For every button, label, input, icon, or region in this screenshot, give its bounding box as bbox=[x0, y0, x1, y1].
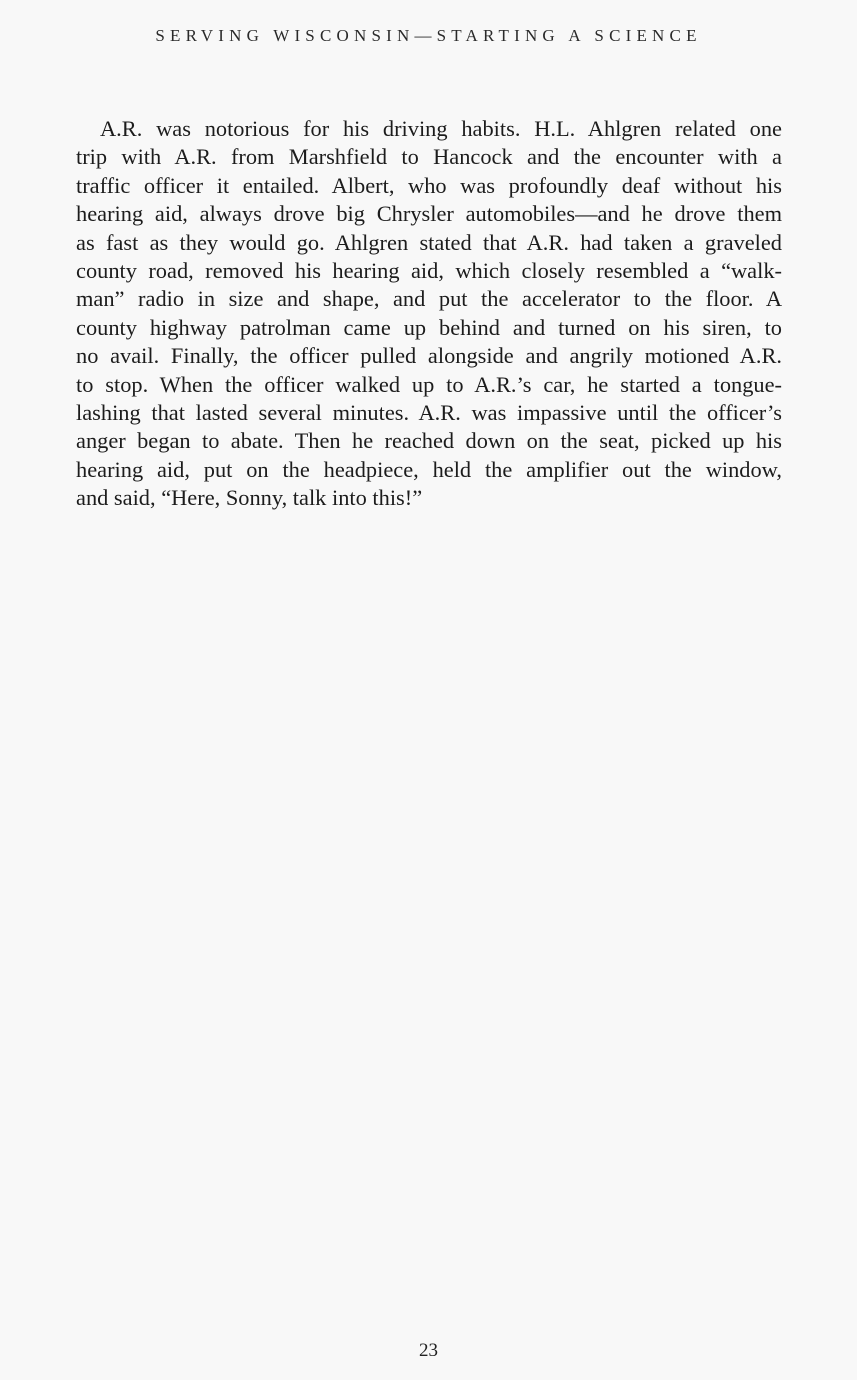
text-line: as fast as they would go. Ahlgren stated that A.R. had taken a graveled bbox=[76, 229, 782, 255]
text-line: traffic officer it entailed. Albert, who was profoundly deaf without his bbox=[76, 172, 782, 198]
text-line: county highway patrolman came up behind and turned on his siren, to bbox=[76, 314, 782, 340]
text-line: hearing aid, always drove big Chrysler automobiles—and he drove them bbox=[76, 201, 782, 227]
text-line: county road, removed his hearing aid, which closely resembled a “walk- bbox=[76, 258, 782, 284]
text-line: to stop. When the officer walked up to A.R.’s car, he started a tongue- bbox=[76, 371, 782, 397]
text-line: man” radio in size and shape, and put the accelerator to the floor. A bbox=[76, 286, 782, 312]
text-line: lashing that lasted several minutes. A.R. was impassive until the officer’s bbox=[76, 400, 782, 426]
paragraph bbox=[76, 115, 782, 513]
text-line: no avail. Finally, the officer pulled alongside and angrily motioned A.R. bbox=[76, 343, 782, 369]
text-line: and said, “Here, Sonny, talk into this!” bbox=[76, 485, 423, 511]
running-head: SERVING WISCONSIN—STARTING A SCIENCE bbox=[155, 26, 702, 45]
text-line: hearing aid, put on the headpiece, held the amplifier out the window, bbox=[76, 456, 782, 482]
text-line: anger began to abate. Then he reached down on the seat, picked up his bbox=[76, 428, 782, 454]
text-line: trip with A.R. from Marshfield to Hancock and the encounter with a bbox=[76, 144, 782, 170]
text-line: A.R. was notorious for his driving habits. H.L. Ahlgren related one bbox=[100, 116, 782, 141]
body-paragraph bbox=[76, 115, 782, 513]
page-number: 23 bbox=[419, 1340, 438, 1361]
